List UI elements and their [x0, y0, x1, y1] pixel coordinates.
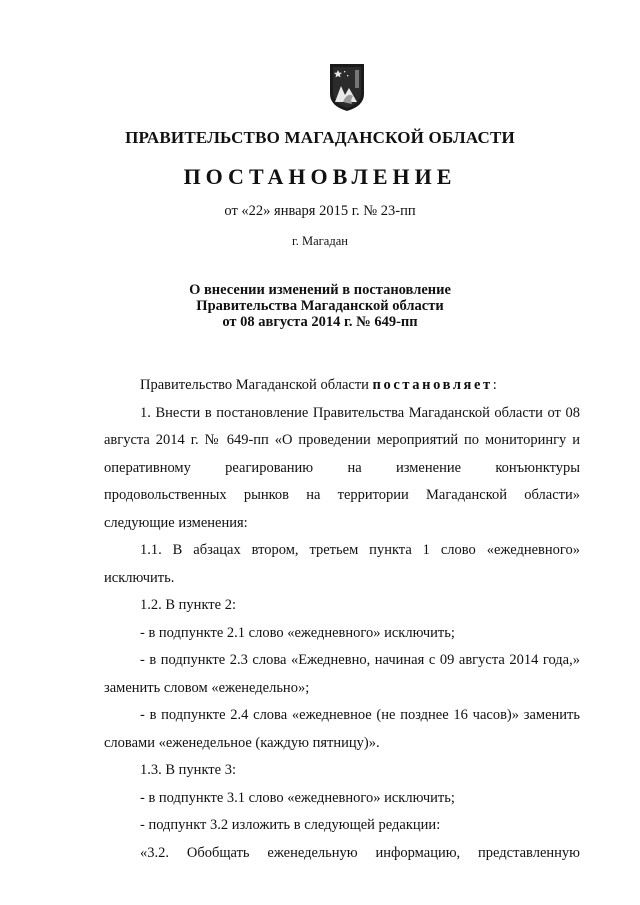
- document-subject: [0, 282, 640, 330]
- paragraph-1-2-a: - в подпункте 2.1 слово «ежедневного» исключить;: [140, 624, 455, 641]
- intro-prefix: Правительство Магаданской области: [140, 377, 373, 393]
- subject-line-3: от 08 августа 2014 г. № 649-пп: [222, 314, 418, 330]
- paragraph-1-1: 1.1. В абзацах втором, третьем пункта 1 слово «ежедневного» исключить.: [104, 542, 580, 586]
- document-body: [104, 372, 580, 867]
- magadan-coat-of-arms-icon: [326, 62, 368, 112]
- paragraph-1: 1. Внести в постановление Правительства Магаданской области от 08 августа 2014 г. № 649-пп «О проведении мероприятий по мониторингу и оперативному реагированию на изменение конъюнктуры продовольственных рынков на территории Магаданской области» следующие изменения:: [104, 404, 580, 531]
- intro-paragraph: [104, 372, 580, 400]
- document-date-number: от «22» января 2015 г. № 23-пп: [224, 203, 416, 219]
- paragraph-1-3: 1.3. В пункте 3:: [140, 762, 236, 778]
- paragraph-1-2: 1.2. В пункте 2:: [140, 597, 236, 613]
- paragraph-1-3-c: «3.2. Обобщать еженедельную информацию, представленную: [140, 844, 580, 861]
- intro-verb: постановляет: [372, 377, 493, 393]
- paragraph-1-3-b: - подпункт 3.2 изложить в следующей редакции:: [140, 817, 441, 833]
- paragraph-1-3-a: - в подпункте 3.1 слово «ежедневного» исключить;: [140, 789, 455, 806]
- document-type: ПОСТАНОВЛЕНИЕ: [183, 164, 457, 189]
- subject-line-1: О внесении изменений в постановление: [189, 282, 451, 298]
- government-title: ПРАВИТЕЛЬСТВО МАГАДАНСКОЙ ОБЛАСТИ: [125, 128, 515, 147]
- paragraph-1-2-c: - в подпункте 2.4 слова «ежедневное (не позднее 16 часов)» заменить словами «еженедельное (каждую пятницу)».: [104, 707, 580, 751]
- subject-line-2: Правительства Магаданской области: [196, 298, 444, 314]
- paragraph-1-2-b: - в подпункте 2.3 слова «Ежедневно, начиная с 09 августа 2014 года,» заменить словом «еженедельно»;: [104, 652, 580, 696]
- intro-suffix: :: [492, 377, 497, 393]
- document-city: г. Магадан: [292, 234, 348, 248]
